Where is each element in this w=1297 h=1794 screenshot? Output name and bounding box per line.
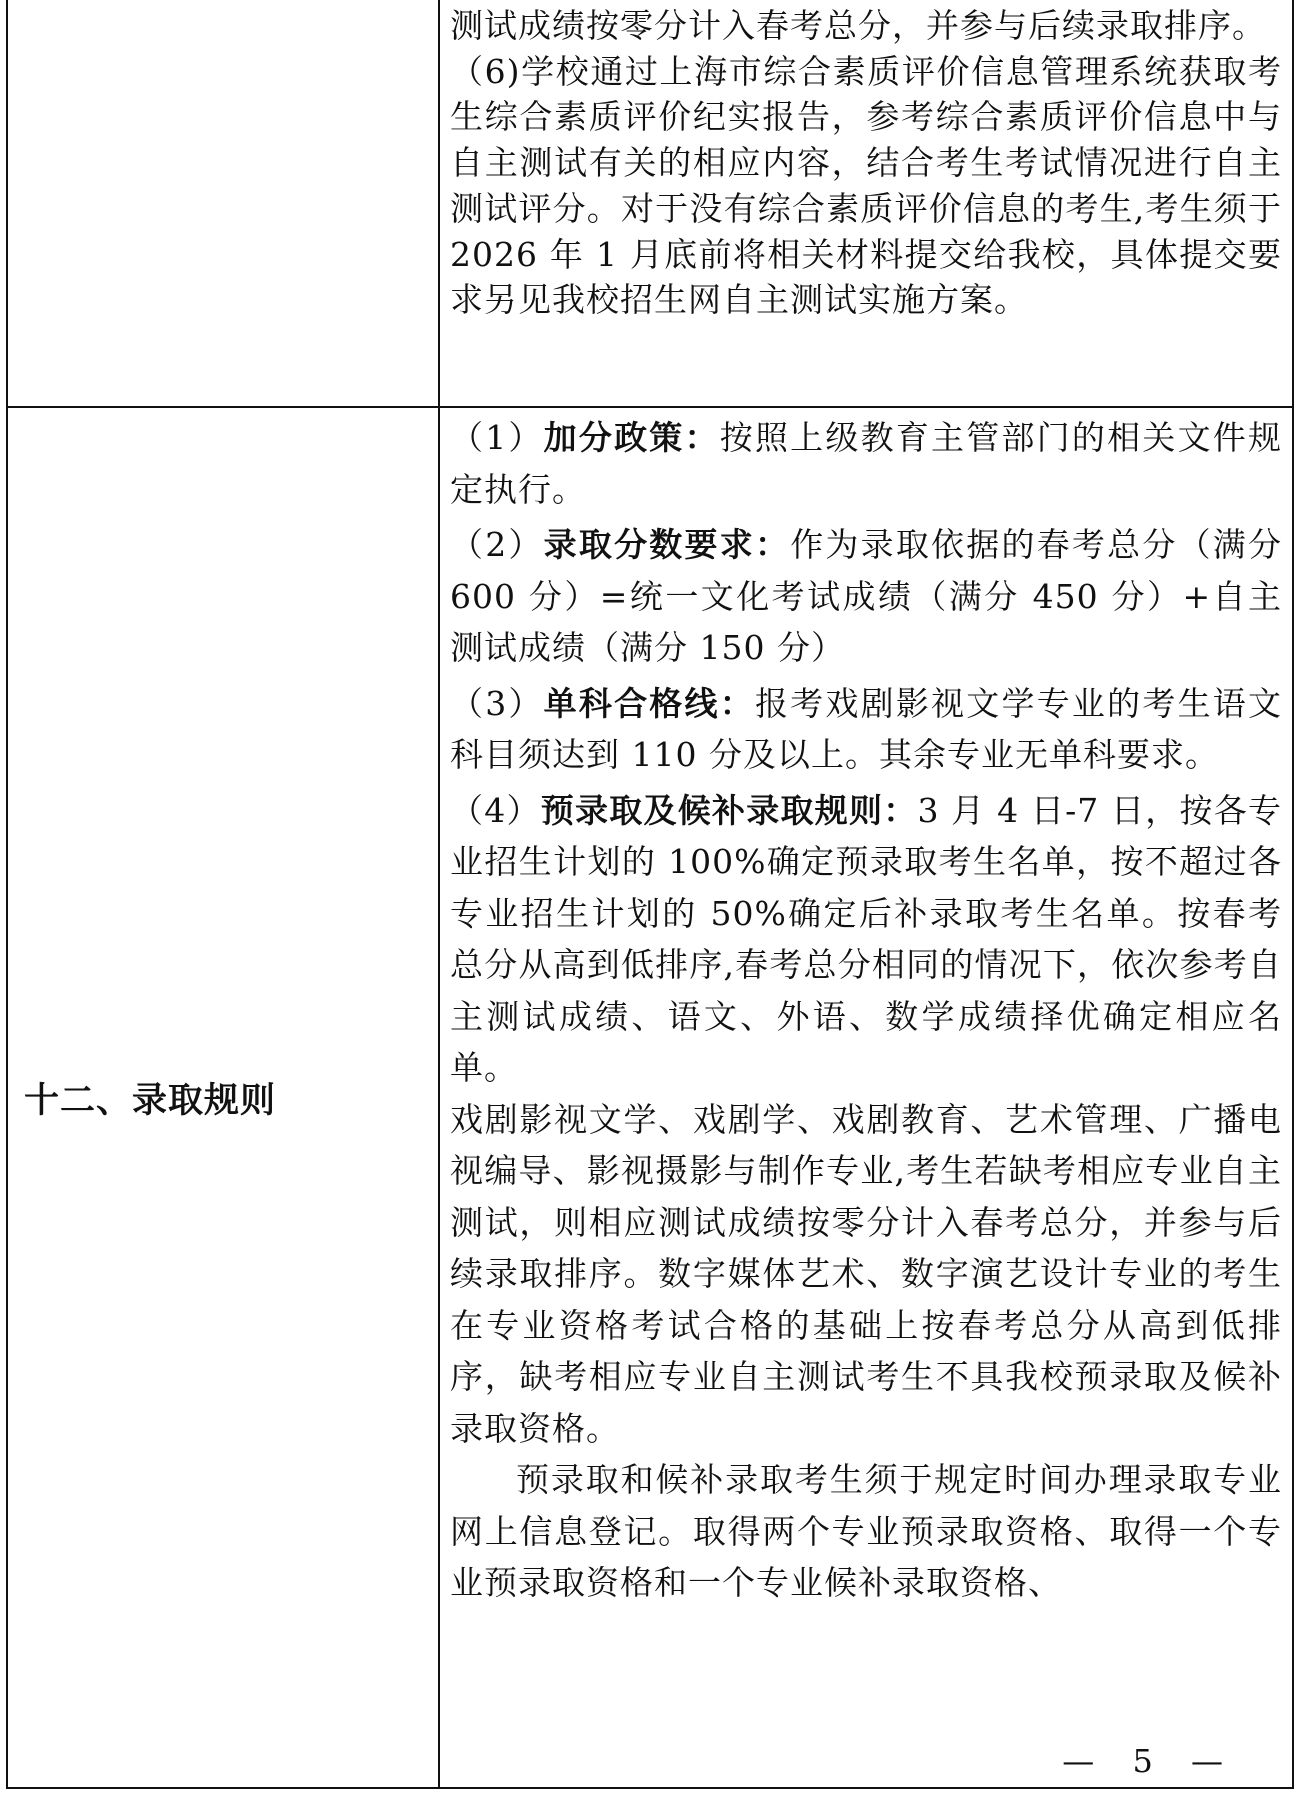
label-cell-admission-rules (7, 407, 439, 1788)
rule-item-1-heading: 加分政策： (543, 418, 720, 457)
rule-item-4-prefix: （4） (450, 790, 541, 830)
rule-item-4 (450, 785, 1282, 1094)
continued-paragraph-2: （6)学校通过上海市综合素质评价信息管理系统获取考生综合素质评价纪实报告，参考综合素质评价信息中与自主测试有关的相应内容，结合考生考试情况进行自主测试评分。对于没有综合素质评价信息的考生,考生须于 2026 年 1 月底前将相关材料提交给我校，具体提交要求另见我校招生网自主测试实施方案。 (450, 51, 1282, 320)
rule-item-1 (450, 412, 1282, 515)
content-cell-continued (439, 0, 1293, 407)
rule-item-1-text: 按照上级教育主管部门的相关文件规定执行。 (450, 418, 1283, 509)
label-cell-empty (7, 0, 439, 407)
page-number: — 5 — (1062, 1742, 1237, 1780)
rule-item-2 (450, 519, 1282, 674)
admission-rules-table (6, 0, 1294, 1789)
rule-item-2-heading: 录取分数要求： (543, 525, 791, 564)
content-cell-admission-rules (439, 407, 1293, 1788)
table-row-continued (7, 0, 1293, 407)
rule-item-2-prefix: （2） (450, 525, 544, 564)
table-row-admission-rules (7, 407, 1293, 1788)
rule-item-3-text: 报考戏剧影视文学专业的考生语文科目须达到 110 分及以上。其余专业无单科要求。 (450, 683, 1283, 774)
rule-item-2-text: 作为录取依据的春考总分（满分 600 分）=统一文化考试成绩（满分 450 分）+自主测试成绩（满分 150 分） (450, 525, 1283, 667)
rule-indented-paragraph: 预录取和候补录取考生须于规定时间办理录取专业网上信息登记。取得两个专业预录取资格、取得一个专业预录取资格和一个专业候补录取资格、 (450, 1460, 1282, 1602)
rule-item-4-heading: 预录取及候补录取规则： (540, 790, 918, 830)
rule-item-4-text: 3 月 4 日-7 日，按各专业招生计划的 100%确定预录取考生名单，按不超过各专业招生计划的 50%确定后补录取考生名单。按春考总分从高到低排序,春考总分相同的情况下，依次参考自主测试成绩、语文、外语、数学成绩择优确定相应名单。 (450, 790, 1282, 1087)
continued-paragraph-1: 测试成绩按零分计入春考总分，并参与后续录取排序。 (450, 6, 1266, 45)
rule-item-3-heading: 单科合格线： (543, 683, 755, 723)
section-label: 十二、录取规则 (24, 1080, 277, 1121)
rule-item-3 (450, 678, 1282, 781)
rule-item-3-prefix: （3） (450, 683, 544, 723)
rule-item-1-prefix: （1） (450, 418, 544, 457)
rule-extra-paragraph: 戏剧影视文学、戏剧学、戏剧教育、艺术管理、广播电视编导、影视摄影与制作专业,考生若缺考相应专业自主测试，则相应测试成绩按零分计入春考总分，并参与后续录取排序。数字媒体艺术、数字演艺设计专业的考生在专业资格考试合格的基础上按春考总分从高到低排序，缺考相应专业自主测试考生不具我校预录取及候补录取资格。 (450, 1099, 1282, 1448)
